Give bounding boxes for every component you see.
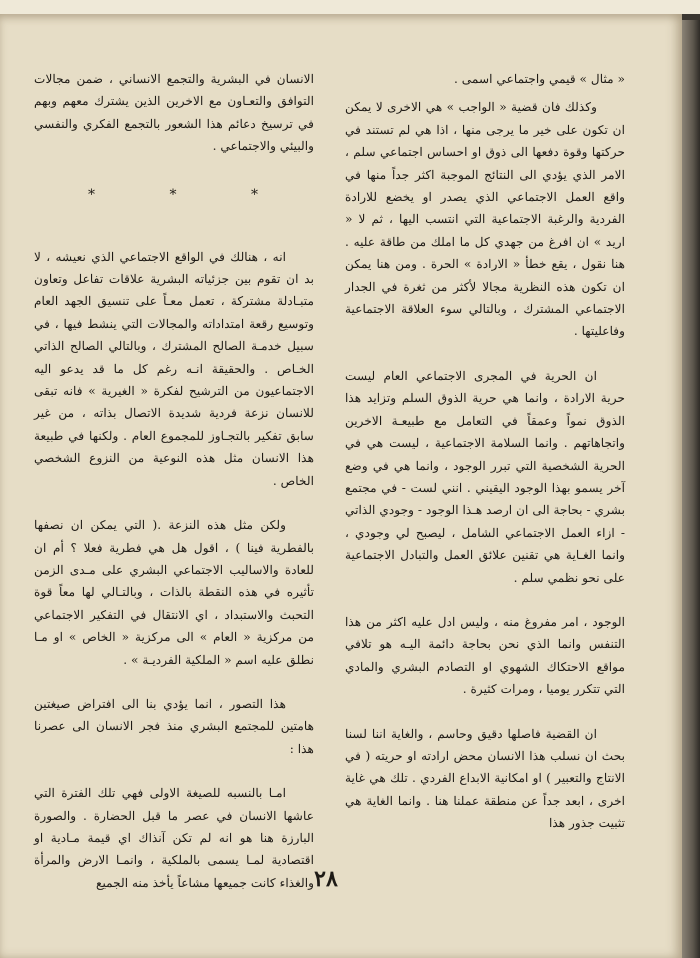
paragraph: انه ، هنالك في الواقع الاجتماعي الذي نعيشه ، لا بد ان تقوم بين جزئياته البشرية علاقات تفاعل وتعاون متبـادلة مشتركة ، تعمل معـاً على تنسيق الجهد العام وتوسيع رقعة امتداداته والمجالات التي ينشط فيها ، في سبيل خدمـة الصالح المشترك ، وبالتالي الصالح الذاتي الخـاص . والحقيقة انـه رغم كل ما قد يدعو اليه الاجتماعيون من الترشيح لفكرة « الغيرية » فانه تبقى للانسان نزعة فردية شديدة الاتصال بذاته ، من غير سابق تفكير بالتجـاوز للمجموع العام . ولكنها في طبيعة هذا الانسان مثل هذه النوعية من النزوع الشخصي الخاص . [34,249,314,488]
page-top-strip [0,0,700,14]
paragraph: « مثال » قيمي واجتماعي اسمى . [454,72,625,86]
star-glyph: * [88,187,95,203]
page-number: ٢٨ [314,866,338,892]
star-glyph: * [169,187,177,203]
paragraph: ان الحرية في المجرى الاجتماعي العام ليست حرية الارادة ، وانما هي حرية الذوق السلم وتزايد هذا الذوق نمواً وعمقاً في التعامل مع طبيعـة الاخرين واتجاهاتهم . وانما السلامة الاجتماعية ، ليست هي في الحرية الشخصية التي تبرر الوجود ، وانما هي في وضع آخر يسمو بهذا الوجود اليقيني . انني لست - في مجتمع بشري - بحاجة الى ان ارصد هـذا الوجود - وجودي الذاتي - ازاء العمل الاجتماعي الشامل ، ليصبح لي وجودي ، وانما الغـاية هي تقنين علائق العمل والتبادل الاجتماعية على نحو نظمي سلم . [345,368,625,585]
paragraph: الانسان في البشرية والتجمع الانساني ، ضمن مجالات التوافق والتعـاون مع الاخرين الذين يشترك معهم وبهم في ترسيخ دعائم هذا الشعور بالتجمع الفكري والنفسي والبيئي والاجتماعي . [34,72,314,154]
paragraph: ان القضية فاصلها دقيق وحاسم ، والغاية اننا لسنا بحث ان نسلب هذا الانسان محض ارادته او حريته ( في الانتاج والتعبير ) او امكانية الابداع الفردي . تلك هي غاية اخرى ، ابعد جداً عن منطقة عملنا هنا . وانما الغاية هي تثبيت جذور هذا [345,726,625,831]
paragraph: ولكن مثل هذه النزعة .( التي يمكن ان نصفها بالفطرية فينا ) ، اقول هل هي فطرية فعلا ؟ أم ان للعادة والاساليب الاجتماعي البشري على مـدى الزمن تأثيره في هذه النقطة بالذات ، وبالتـالي لها معاً قوة التحبث والاستبداد ، اي الانتقال في التفكير الاجتماعي من مركزية « العام » الى مركزية « الخاص » او مـا نطلق عليه اسم « الملكية الفرديـة » . [34,518,314,667]
page-edge-shadow [682,20,700,958]
paragraph: امـا بالنسبه للصيغة الاولى فهي تلك الفترة التي عاشها الانسان في عصر ما قبل الحضارة . والصورة البارزة هنا هو انه لم تكن آنذاك اي قيمة مـادية او اقتصادية لمـا يسمى بالملكية ، وانمـا الارض والمرأة والغذاء كانت جميعها مشاعاً يأخذ منه الجميع [34,786,314,890]
paragraph: هذا التصور ، انما يؤدي بنا الى افتراض صيغتين هامتين للمجتمع البشري منذ فجر الانسان الى عصرنا هذا : [34,696,314,756]
paragraph: الوجود ، امر مفروغ منه ، وليس ادل عليه اكثر من هذا التنفس وانما الذي نحن بحاجة دائمة اليـه هو تلافي مواقع الاحتكاك الشهوي او التصادم البشري والمادي التي تتكرر يوميا ، ومرات كثيرة . [345,614,625,697]
book-page [0,14,682,958]
paragraph: وكذلك فان قضية « الواجب » هي الاخرى لا يمكن ان تكون على خير ما يرجى منها ، اذا هي لم تستند في حركتها وقوة دفعها الى ذوق او احساس اجتماعي سلم ، الامر الذي يؤدي الى النتائج الموجبة اكثر جداً منها في واقع العمل الاجتماعي الذي يصدر او يخضع للارادة الفردية والرغبة الاجتماعية التي انتسب اليها ، ثم لا « اريد » ان افرغ من جهدي كل ما املك من طاقة عليه . هنا نقول ، يقع خطأ « الارادة » الحرة . ومن هنا يمكن ان تكون هذه النظرية مجالا لأكثر من ثغرة في الجدار الاجتماعي المشترك ، وبالتالي سوء العلاقة الاجتماعية وفاعليتها . [345,100,625,339]
right-column [345,68,625,958]
section-divider-stars [88,187,258,203]
star-glyph: * [251,187,258,203]
